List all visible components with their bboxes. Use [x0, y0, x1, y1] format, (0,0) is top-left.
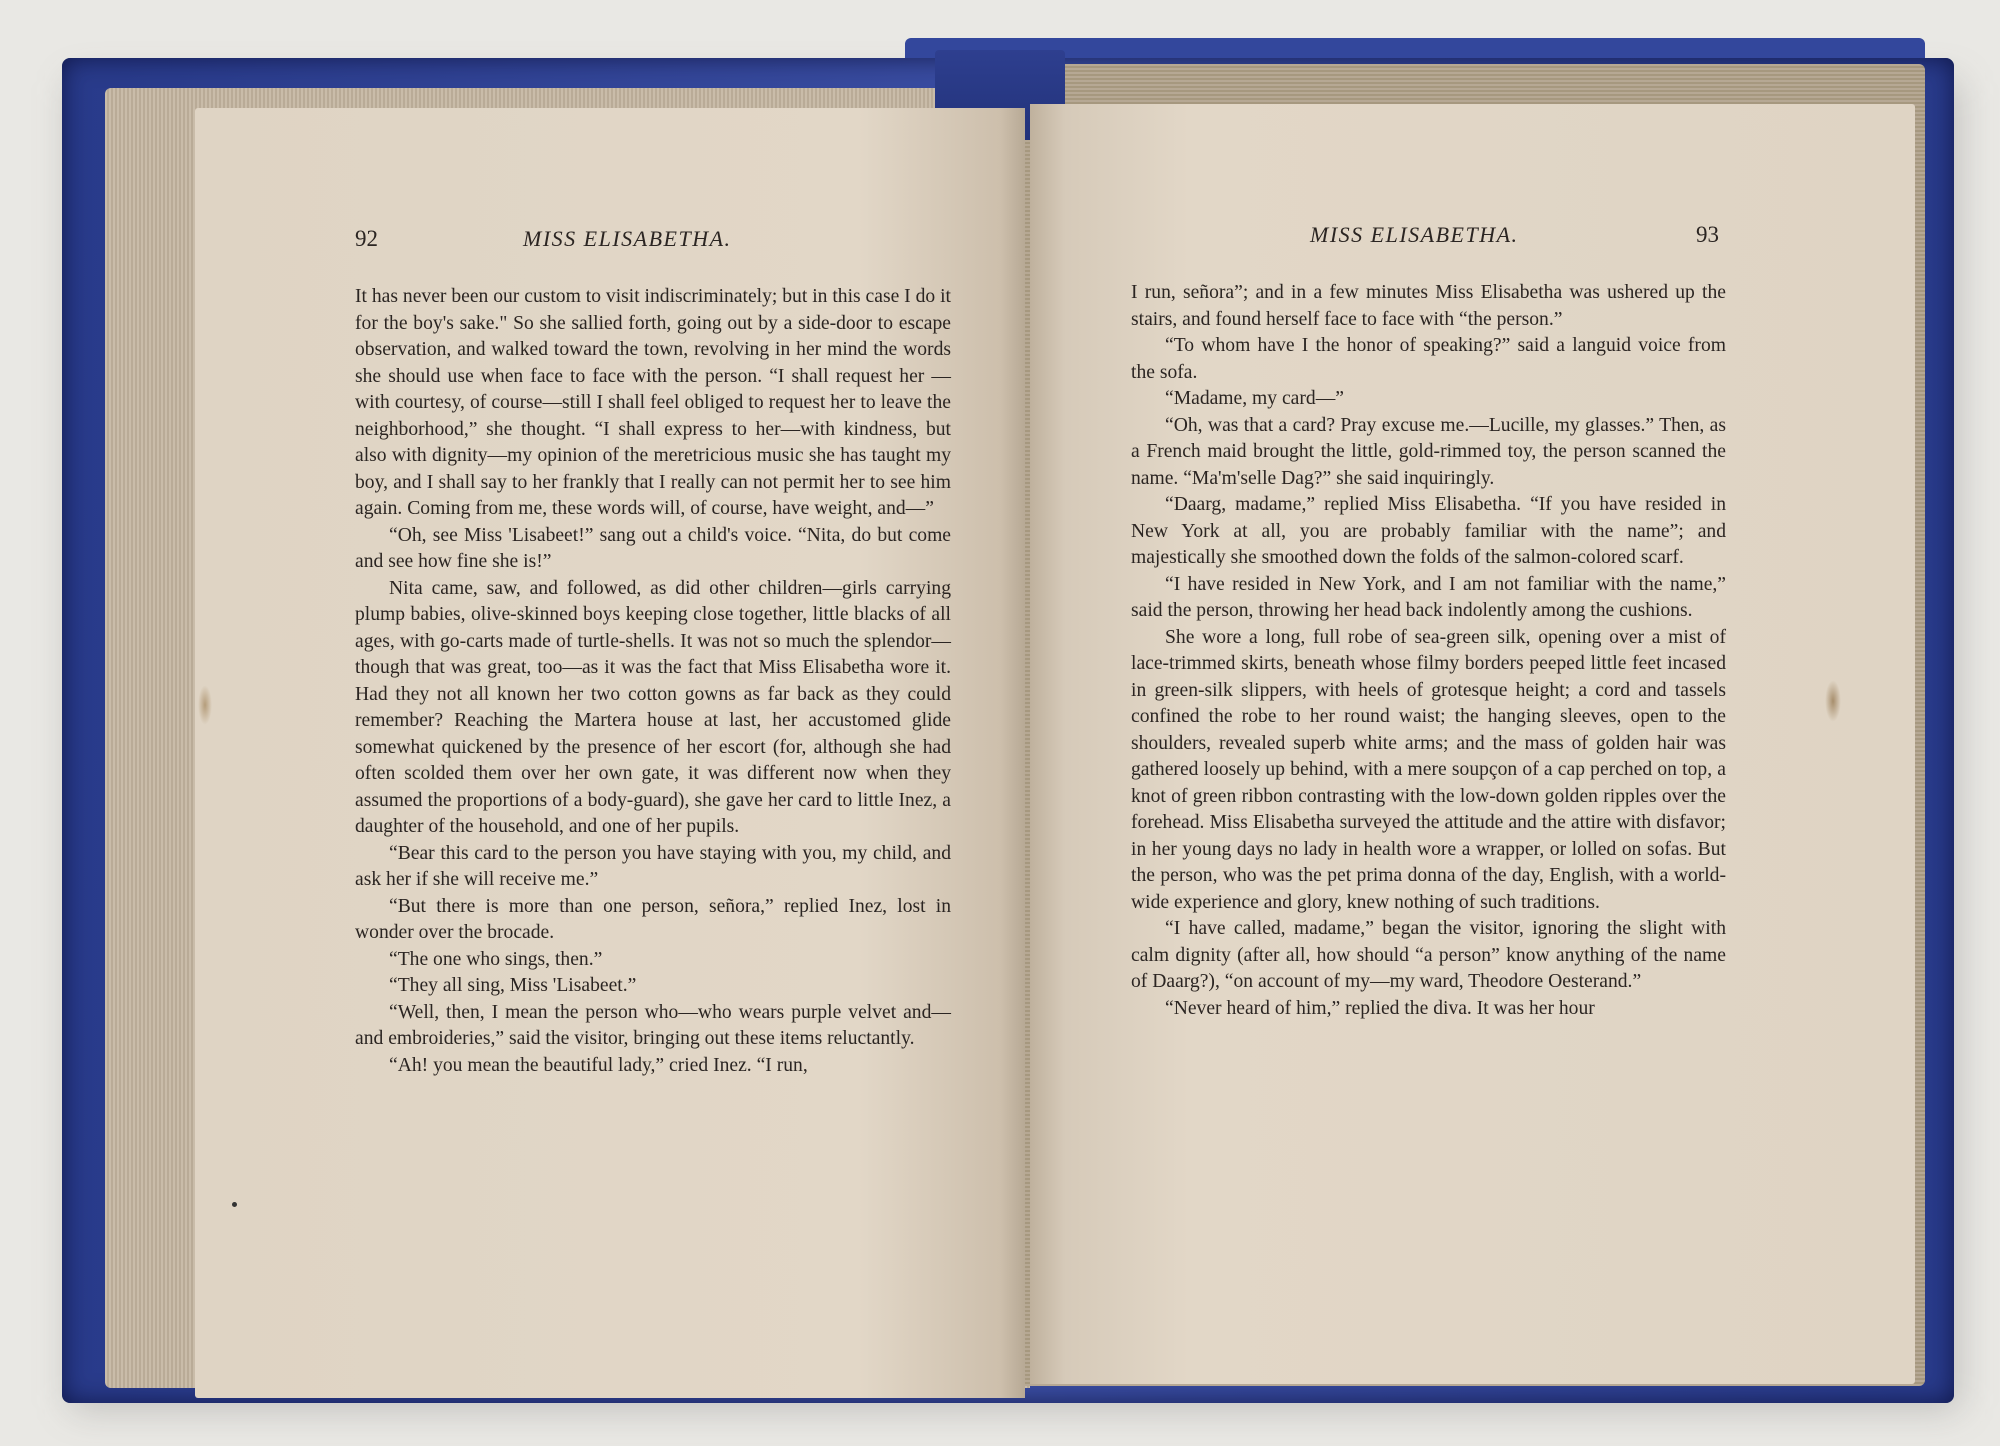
page-edge-mark — [1825, 680, 1841, 722]
paragraph: I run, señora”; and in a few minutes Miss Elisabetha was ushered up the stairs, and found herself face to face with “the person.” — [1131, 282, 1726, 330]
left-page — [195, 108, 1025, 1398]
running-head: MISS ELISABETHA. — [1310, 222, 1519, 247]
paragraph: “But there is more than one person, señora,” replied Inez, lost in wonder over the brocade. — [355, 895, 951, 943]
paragraph: “I have resided in New York, and I am not familiar with the name,” said the person, throwing her head back indolently among the cushions. — [1131, 573, 1726, 621]
paragraph: Nita came, saw, and followed, as did other children—girls carrying plump babies, olive-skinned boys keeping close together, little blacks of all ages, with go-carts made of turtle-shells. It was not so much the splendor—though that was great, too—as it was the fact that Miss Elisabetha wore it. Had they not all known her two cotton gowns as far back as they could remember? Reaching the Martera house at last, her accustomed glide somewhat quickened by the presence of her escort (for, although she had often scolded them over her own gate, it was different now when they assumed the proportions of a body-guard), she gave her card to little Inez, a daughter of the household, and one of her pupils. — [355, 577, 951, 837]
paragraph: She wore a long, full robe of sea-green silk, opening over a mist of lace-trimmed skirts, beneath whose filmy borders peeped little feet incased in green-silk slippers, with heels of grotesque height; a cord and tassels confined the robe to her round waist; the hanging sleeves, open to the shoulders, revealed superb white arms; and the mass of golden hair was gathered loosely up behind, with a mere soupçon of a cap perched on top, a knot of green ribbon contrasting with the low-down golden ripples over the forehead. Miss Elisabetha surveyed the attitude and the attire with disfavor; in her young days no lady in health wore a wrapper, or lolled on sofas. But the person, who was the pet prima donna of the day, English, with a world-wide experience and glory, knew nothing of such traditions. — [1131, 626, 1726, 913]
page-body — [1131, 280, 1726, 1022]
paragraph: “I have called, madame,” began the visitor, ignoring the slight with calm dignity (after all, how should “a person” know anything of the name of Daarg?), “on account of my—my ward, Theodore Oesterand.” — [1131, 918, 1726, 992]
paragraph: “Madame, my card—” — [1165, 388, 1344, 409]
paragraph: “Well, then, I mean the person who—who wears purple velvet and—and embroideries,” said the visitor, bringing out these items reluctantly. — [355, 1001, 951, 1049]
paragraph: “Bear this card to the person you have staying with you, my child, and ask her if she will receive me.” — [355, 842, 951, 890]
paragraph: “To whom have I the honor of speaking?” said a languid voice from the sofa. — [1131, 335, 1726, 383]
page-edge-mark — [198, 685, 212, 725]
paragraph: “Oh, was that a card? Pray excuse me.—Lucille, my glasses.” Then, as a French maid brought the little, gold-rimmed toy, the person scanned the name. “Ma'm'selle Dag?” she said inquiringly. — [1131, 414, 1726, 489]
paragraph: “Never heard of him,” replied the diva. It was her hour — [1165, 997, 1595, 1019]
page-number: 93 — [1696, 222, 1719, 247]
paragraph: It has never been our custom to visit indiscriminately; but in this case I do it for the boy's sake." So she sallied forth, going out by a side-door to escape observation, and walked toward the town, revolving in her mind the words she should use when face to face with the person. “I shall request her —with courtesy, of course—still I shall feel obliged to request her to leave the neighborhood,” she thought. “I shall express to her—with kindness, but also with dignity—my opinion of the meretricious music she has taught my boy, and I shall say to her frankly that I really can not permit her to see him again. Coming from me, these words will, of course, have weight, and—” — [355, 286, 951, 519]
paragraph: “Oh, see Miss 'Lisabeet!” sang out a child's voice. “Nita, do but come and see how fine she is!” — [355, 524, 951, 572]
paragraph: “Ah! you mean the beautiful lady,” cried Inez. “I run, — [389, 1054, 808, 1076]
running-head: MISS ELISABETHA. — [523, 226, 732, 251]
ink-spot — [232, 1202, 237, 1207]
page-body — [355, 284, 951, 1079]
paragraph: “Daarg, madame,” replied Miss Elisabetha. “If you have resided in New York at all, you are probably familiar with the name”; and majestically she smoothed down the folds of the salmon-colored scarf. — [1131, 494, 1726, 568]
page-number: 92 — [355, 226, 378, 251]
paragraph: “They all sing, Miss 'Lisabeet.” — [389, 975, 637, 996]
paragraph: “The one who sings, then.” — [389, 948, 603, 970]
right-page — [1030, 104, 1915, 1384]
